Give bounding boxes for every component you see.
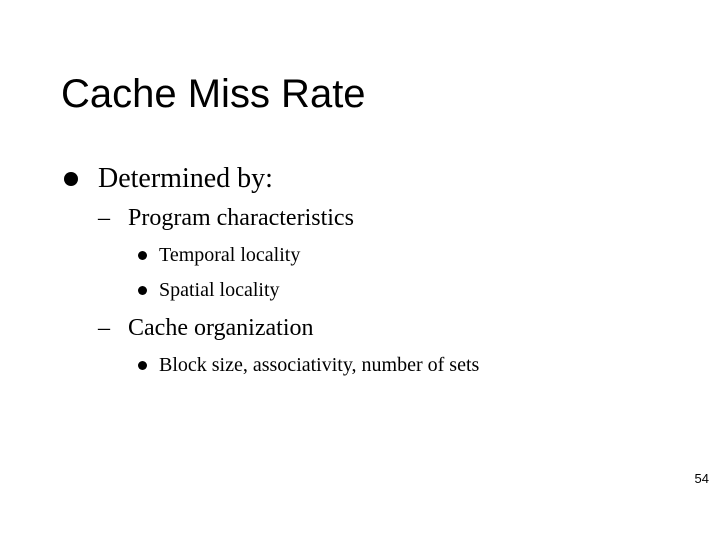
sub-sub-bullet-text: Temporal locality	[159, 244, 301, 266]
sub-bullet-text: Cache organization	[128, 315, 314, 341]
bullet-dot-icon	[138, 361, 147, 370]
sub-bullet-text: Program characteristics	[128, 205, 354, 231]
bullet-dot-icon	[138, 251, 147, 260]
sub-sub-bullet-text: Spatial locality	[159, 279, 280, 301]
bullet-text: Determined by:	[98, 163, 273, 194]
page-number: 54	[694, 471, 709, 486]
dash-marker: –	[98, 205, 110, 231]
slide-title: Cache Miss Rate	[61, 72, 366, 116]
dash-marker: –	[98, 315, 110, 341]
sub-sub-bullet-text: Block size, associativity, number of sets	[159, 354, 480, 376]
bullet-dot-icon	[138, 286, 147, 295]
bullet-dot-icon	[64, 172, 78, 186]
